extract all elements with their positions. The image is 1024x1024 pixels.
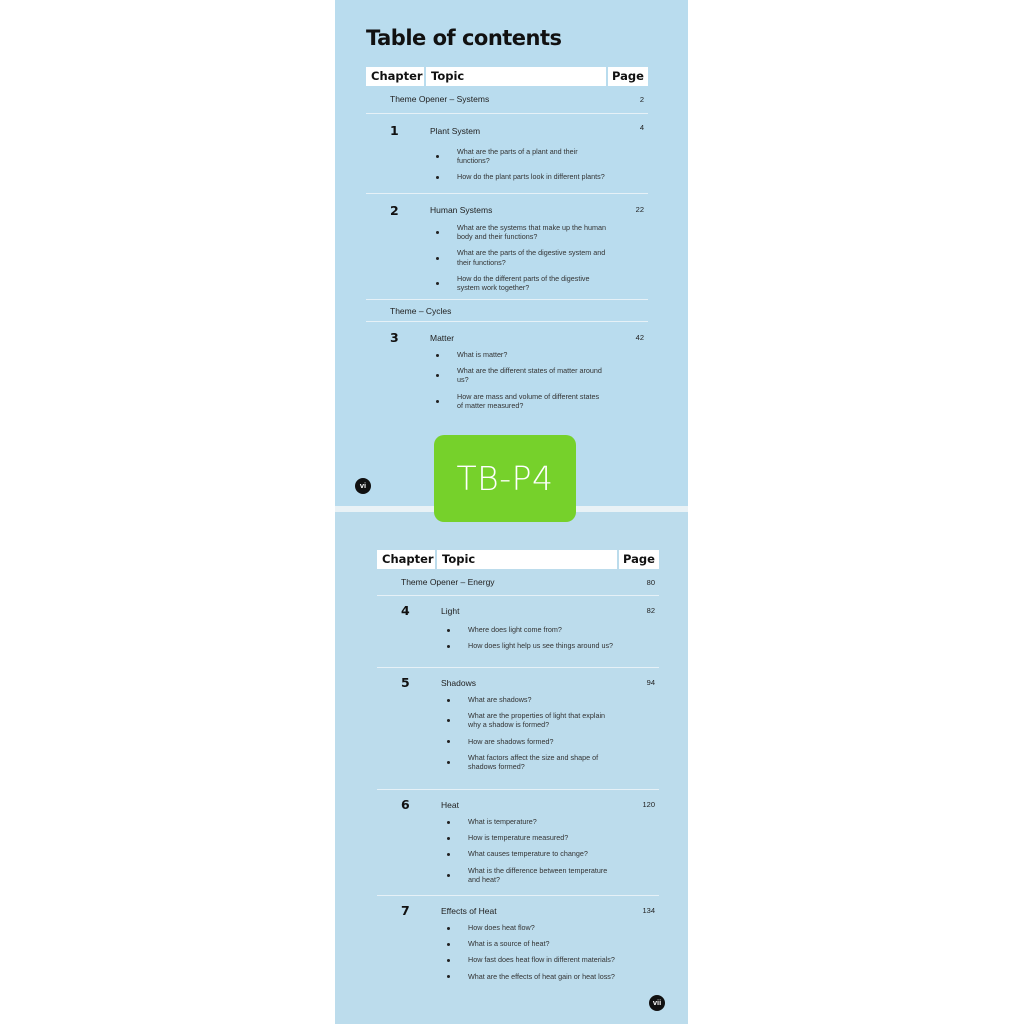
theme-opener-row	[366, 86, 648, 114]
header-topic: Topic	[437, 550, 617, 569]
toc-page-bottom	[335, 512, 688, 1024]
page-number: 120	[642, 800, 655, 809]
chapter-number: 4	[401, 603, 410, 618]
chapter-title: Shadows	[441, 678, 476, 688]
question-item: How does heat flow?	[441, 923, 618, 932]
header-chapter: Chapter	[377, 550, 435, 569]
question-item: How does light help us see things around us?	[441, 641, 618, 650]
question-list	[441, 625, 618, 650]
question-item: How do the different parts of the digestive system work together?	[430, 274, 607, 292]
question-item: What are the different states of matter around us?	[430, 366, 607, 384]
question-list	[430, 147, 607, 182]
chapter-number: 5	[401, 675, 410, 690]
question-item: What are the parts of a plant and their functions?	[430, 147, 607, 165]
question-item: What are the effects of heat gain or heat loss?	[441, 972, 618, 981]
chapter-number: 6	[401, 797, 410, 812]
page-number: 94	[646, 678, 655, 687]
question-item: How are mass and volume of different states of matter measured?	[430, 392, 607, 410]
page-number: 134	[642, 906, 655, 915]
chapter-row	[377, 789, 659, 896]
question-item: What are the systems that make up the human body and their functions?	[430, 223, 607, 241]
chapter-title: Matter	[430, 333, 455, 343]
chapter-row	[377, 595, 659, 668]
chapter-number: 3	[390, 330, 399, 345]
chapter-row	[366, 113, 648, 194]
theme-row	[366, 299, 648, 322]
question-item: What are shadows?	[441, 695, 618, 704]
question-list	[441, 923, 618, 981]
chapter-title: Human Systems	[430, 205, 493, 215]
page-number: 80	[646, 578, 655, 587]
page-number: 42	[635, 333, 644, 342]
question-item: What are the properties of light that explain why a shadow is formed?	[441, 711, 618, 729]
watermark-label: TB-P4	[434, 435, 576, 522]
page-number: 82	[646, 606, 655, 615]
chapter-number: 2	[390, 203, 399, 218]
question-item: How do the plant parts look in different plants?	[430, 172, 607, 181]
header-page: Page	[608, 67, 648, 86]
question-item: How is temperature measured?	[441, 833, 618, 842]
theme-label: Theme Opener – Systems	[390, 94, 490, 104]
chapter-title: Heat	[441, 800, 459, 810]
question-item: What is the difference between temperature and heat?	[441, 866, 618, 884]
page-number: 4	[639, 123, 644, 132]
chapter-title: Effects of Heat	[441, 906, 497, 916]
header-chapter: Chapter	[366, 67, 424, 86]
header-topic: Topic	[426, 67, 606, 86]
header-page: Page	[619, 550, 659, 569]
folio-badge: vii	[649, 995, 665, 1011]
chapter-number: 1	[390, 123, 399, 138]
page-title: Table of contents	[366, 26, 562, 50]
question-item: What is temperature?	[441, 817, 618, 826]
question-item: What are the parts of the digestive system and their functions?	[430, 248, 607, 266]
question-item: Where does light come from?	[441, 625, 618, 634]
question-item: What factors affect the size and shape of shadows formed?	[441, 753, 618, 771]
question-item: What is matter?	[430, 350, 607, 359]
chapter-row	[377, 895, 659, 1005]
question-list	[430, 350, 607, 410]
theme-label: Theme – Cycles	[390, 306, 452, 316]
question-list	[430, 223, 607, 292]
question-item: What is a source of heat?	[441, 939, 618, 948]
chapter-row	[366, 193, 648, 300]
chapter-title: Light	[441, 606, 460, 616]
question-item: What causes temperature to change?	[441, 849, 618, 858]
theme-opener-row	[377, 569, 659, 596]
question-list	[441, 695, 618, 771]
chapter-row	[366, 321, 648, 421]
page-number: 22	[635, 205, 644, 214]
page-number: 2	[639, 95, 644, 104]
chapter-row	[377, 667, 659, 790]
folio-badge: vi	[355, 478, 371, 494]
chapter-number: 7	[401, 903, 410, 918]
chapter-title: Plant System	[430, 126, 481, 136]
toc-page-top	[335, 0, 688, 508]
theme-label: Theme Opener – Energy	[401, 577, 495, 587]
question-item: How are shadows formed?	[441, 737, 618, 746]
question-item: How fast does heat flow in different materials?	[441, 955, 618, 964]
question-list	[441, 817, 618, 884]
